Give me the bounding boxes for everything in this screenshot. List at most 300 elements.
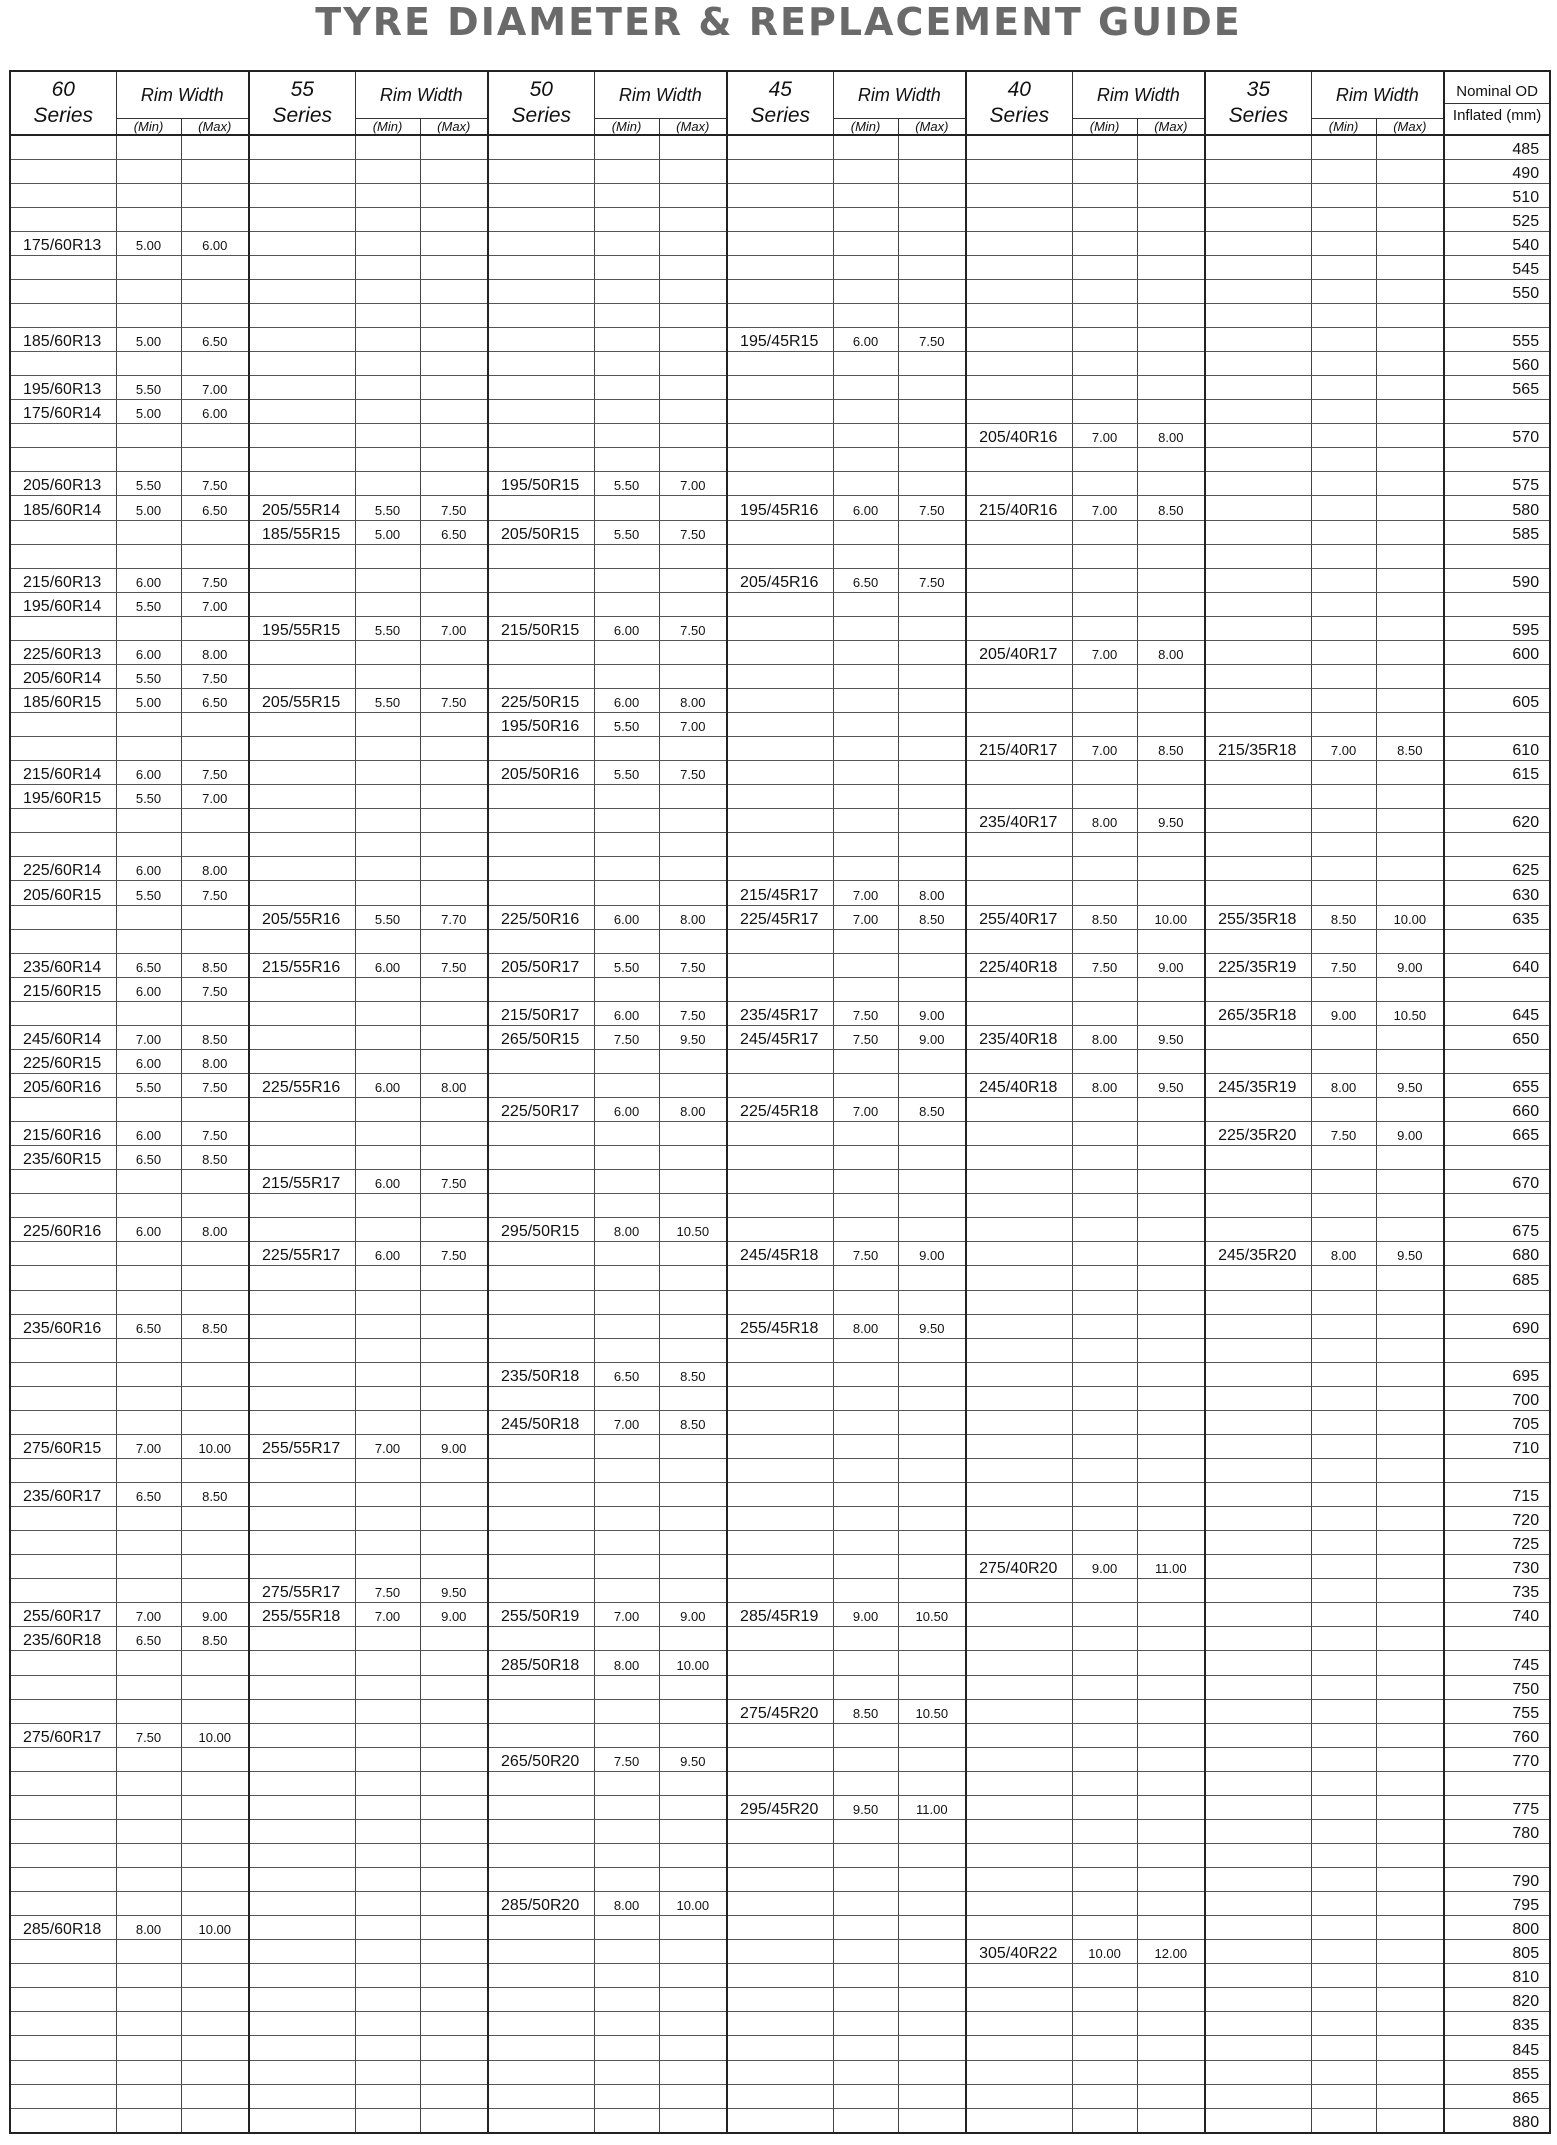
rim-max-cell: 8.50 <box>181 1627 249 1651</box>
rim-min-cell <box>355 833 420 857</box>
rim-min-cell <box>594 279 659 303</box>
rim-max-cell <box>181 1868 249 1892</box>
tyre-size-cell: 215/45R17 <box>727 881 833 905</box>
tyre-size-cell <box>488 833 594 857</box>
rim-max-cell <box>659 279 727 303</box>
rim-min-cell <box>1311 544 1376 568</box>
table-row <box>10 953 1550 977</box>
rim-max-cell <box>1137 1218 1205 1242</box>
tyre-size-cell: 215/60R13 <box>10 568 116 592</box>
nominal-od-cell: 580 <box>1444 496 1550 520</box>
rim-min-cell <box>1311 424 1376 448</box>
rim-max-cell: 7.50 <box>898 568 966 592</box>
rim-max-cell <box>181 1266 249 1290</box>
rim-max-cell: 6.50 <box>181 328 249 352</box>
nominal-od-cell: 740 <box>1444 1603 1550 1627</box>
rim-min-cell <box>594 1771 659 1795</box>
tyre-size-cell <box>10 544 116 568</box>
rim-max-cell <box>420 1699 488 1723</box>
nominal-od-cell <box>1444 1458 1550 1482</box>
rim-min-cell <box>1072 1603 1137 1627</box>
table-row <box>10 1290 1550 1314</box>
tyre-size-cell <box>727 135 833 159</box>
nominal-od-cell: 725 <box>1444 1531 1550 1555</box>
tyre-size-cell <box>966 1603 1072 1627</box>
rim-min-cell <box>594 737 659 761</box>
rim-min-cell <box>1311 616 1376 640</box>
rim-max-cell <box>181 1242 249 1266</box>
tyre-size-cell <box>488 1627 594 1651</box>
rim-max-cell: 10.50 <box>898 1603 966 1627</box>
rim-max-cell <box>181 1410 249 1434</box>
nominal-od-cell: 540 <box>1444 231 1550 255</box>
tyre-size-cell: 205/40R16 <box>966 424 1072 448</box>
rim-min-cell <box>833 1073 898 1097</box>
rim-min-cell <box>1311 1434 1376 1458</box>
rim-max-cell <box>1137 328 1205 352</box>
rim-min-cell <box>1072 1531 1137 1555</box>
rim-max-cell <box>420 448 488 472</box>
rim-max-cell: 7.50 <box>898 328 966 352</box>
rim-min-cell <box>355 231 420 255</box>
tyre-size-cell <box>488 376 594 400</box>
rim-max-cell: 7.50 <box>659 953 727 977</box>
rim-min-cell <box>833 2060 898 2084</box>
rim-min-header: (Min) <box>833 119 898 136</box>
rim-max-cell <box>1376 1603 1444 1627</box>
rim-min-cell: 6.00 <box>116 640 181 664</box>
tyre-size-cell <box>1205 1675 1311 1699</box>
rim-max-cell: 8.50 <box>659 1410 727 1434</box>
rim-min-cell <box>116 1795 181 1819</box>
rim-max-cell <box>659 328 727 352</box>
rim-max-cell <box>1376 1290 1444 1314</box>
tyre-size-cell: 215/60R16 <box>10 1122 116 1146</box>
tyre-size-cell <box>10 1410 116 1434</box>
rim-min-cell: 6.00 <box>594 1098 659 1122</box>
tyre-size-cell <box>966 1122 1072 1146</box>
rim-max-cell <box>898 279 966 303</box>
rim-max-cell <box>181 1170 249 1194</box>
rim-min-cell: 7.00 <box>116 1434 181 1458</box>
rim-max-cell: 7.70 <box>420 905 488 929</box>
rim-min-cell <box>355 664 420 688</box>
tyre-size-cell <box>727 1579 833 1603</box>
rim-min-cell <box>1072 1795 1137 1819</box>
tyre-size-cell <box>966 1747 1072 1771</box>
rim-min-cell <box>833 1194 898 1218</box>
rim-min-cell <box>1311 183 1376 207</box>
rim-max-cell <box>1137 1001 1205 1025</box>
rim-max-cell: 7.00 <box>181 592 249 616</box>
rim-max-cell <box>420 1194 488 1218</box>
tyre-size-cell <box>727 207 833 231</box>
rim-max-cell: 8.00 <box>659 1098 727 1122</box>
tyre-size-cell <box>249 664 355 688</box>
rim-min-cell: 7.50 <box>1311 953 1376 977</box>
rim-min-cell <box>833 183 898 207</box>
tyre-size-cell <box>10 448 116 472</box>
table-row <box>10 1795 1550 1819</box>
rim-min-cell: 7.50 <box>833 1025 898 1049</box>
rim-max-cell <box>181 303 249 327</box>
tyre-size-cell: 245/35R19 <box>1205 1073 1311 1097</box>
tyre-size-cell <box>249 352 355 376</box>
rim-max-cell <box>1137 929 1205 953</box>
rim-max-cell: 7.50 <box>659 520 727 544</box>
rim-min-cell <box>1311 1555 1376 1579</box>
rim-min-cell <box>1311 1723 1376 1747</box>
rim-min-cell <box>594 2060 659 2084</box>
rim-max-cell <box>659 255 727 279</box>
rim-max-cell <box>898 640 966 664</box>
tyre-size-cell <box>10 1194 116 1218</box>
rim-min-cell <box>1072 1218 1137 1242</box>
tyre-size-cell <box>1205 1025 1311 1049</box>
rim-max-cell <box>1376 616 1444 640</box>
rim-max-cell <box>1376 1338 1444 1362</box>
rim-max-cell <box>420 472 488 496</box>
tyre-size-cell <box>10 2084 116 2108</box>
rim-min-cell: 7.00 <box>833 881 898 905</box>
rim-max-cell <box>898 1218 966 1242</box>
rim-min-cell: 9.00 <box>833 1603 898 1627</box>
rim-min-cell <box>1072 1242 1137 1266</box>
table-row <box>10 881 1550 905</box>
tyre-size-cell <box>488 2036 594 2060</box>
rim-max-cell <box>659 640 727 664</box>
rim-max-cell: 9.00 <box>1376 1122 1444 1146</box>
tyre-size-cell: 185/60R13 <box>10 328 116 352</box>
rim-max-cell <box>659 833 727 857</box>
tyre-size-cell <box>249 183 355 207</box>
table-row <box>10 400 1550 424</box>
tyre-size-cell <box>10 1843 116 1867</box>
rim-max-cell <box>1137 1579 1205 1603</box>
table-row <box>10 857 1550 881</box>
tyre-size-cell <box>488 881 594 905</box>
tyre-size-cell <box>727 1988 833 2012</box>
rim-min-cell <box>833 207 898 231</box>
rim-max-cell <box>1376 1170 1444 1194</box>
nominal-od-cell: 715 <box>1444 1483 1550 1507</box>
tyre-size-cell <box>488 2060 594 2084</box>
tyre-size-cell <box>488 496 594 520</box>
rim-min-cell <box>355 737 420 761</box>
rim-max-cell <box>181 1531 249 1555</box>
rim-max-cell <box>1376 1579 1444 1603</box>
tyre-size-cell <box>966 1266 1072 1290</box>
rim-min-cell <box>1311 496 1376 520</box>
tyre-size-cell <box>727 664 833 688</box>
tyre-size-cell <box>727 424 833 448</box>
nominal-od-cell: 710 <box>1444 1434 1550 1458</box>
rim-max-cell <box>898 1146 966 1170</box>
rim-max-cell <box>181 1795 249 1819</box>
rim-max-cell <box>181 1098 249 1122</box>
rim-min-cell <box>833 713 898 737</box>
tyre-size-cell <box>1205 1988 1311 2012</box>
rim-min-cell <box>1072 1723 1137 1747</box>
rim-min-cell <box>355 592 420 616</box>
rim-max-cell <box>659 857 727 881</box>
rim-max-cell <box>898 1868 966 1892</box>
rim-max-cell <box>420 640 488 664</box>
tyre-size-cell <box>727 472 833 496</box>
rim-max-cell: 10.00 <box>181 1723 249 1747</box>
rim-max-cell: 9.00 <box>1376 953 1444 977</box>
tyre-size-cell <box>249 1001 355 1025</box>
rim-min-cell <box>1311 1483 1376 1507</box>
tyre-size-cell <box>1205 159 1311 183</box>
rim-max-cell <box>1376 1868 1444 1892</box>
tyre-size-cell <box>727 1964 833 1988</box>
table-row <box>10 2012 1550 2036</box>
tyre-size-cell: 175/60R14 <box>10 400 116 424</box>
tyre-size-cell <box>488 640 594 664</box>
tyre-size-cell: 225/35R20 <box>1205 1122 1311 1146</box>
rim-max-cell <box>659 592 727 616</box>
tyre-size-cell <box>1205 544 1311 568</box>
nominal-od-cell: 570 <box>1444 424 1550 448</box>
tyre-size-cell: 235/40R17 <box>966 809 1072 833</box>
nominal-od-cell <box>1444 833 1550 857</box>
rim-max-cell <box>1376 352 1444 376</box>
rim-min-cell <box>1311 520 1376 544</box>
rim-min-cell <box>594 1194 659 1218</box>
tyre-size-cell <box>1205 1218 1311 1242</box>
rim-min-cell <box>116 1507 181 1531</box>
table-row <box>10 1483 1550 1507</box>
tyre-size-cell <box>249 448 355 472</box>
rim-min-cell <box>833 2108 898 2133</box>
nominal-od-cell: 625 <box>1444 857 1550 881</box>
rim-min-cell <box>116 1555 181 1579</box>
rim-min-cell <box>833 1892 898 1916</box>
rim-max-cell <box>1137 472 1205 496</box>
tyre-size-cell <box>966 448 1072 472</box>
rim-max-cell <box>1376 761 1444 785</box>
rim-max-cell <box>898 1651 966 1675</box>
series-number: 40 <box>1007 78 1031 101</box>
tyre-size-cell: 255/55R18 <box>249 1603 355 1627</box>
tyre-size-cell <box>966 1627 1072 1651</box>
rim-max-cell <box>181 544 249 568</box>
rim-max-cell <box>181 2084 249 2108</box>
rim-max-cell <box>1137 568 1205 592</box>
tyre-size-cell <box>249 1868 355 1892</box>
rim-max-cell <box>181 1290 249 1314</box>
tyre-size-cell: 195/60R14 <box>10 592 116 616</box>
rim-max-cell <box>659 1266 727 1290</box>
rim-max-cell <box>1376 809 1444 833</box>
nominal-od-cell: 800 <box>1444 1916 1550 1940</box>
rim-min-cell: 7.00 <box>594 1603 659 1627</box>
rim-max-cell: 7.50 <box>420 688 488 712</box>
rim-min-cell <box>1311 1651 1376 1675</box>
rim-max-cell: 7.50 <box>659 1001 727 1025</box>
rim-max-cell <box>659 1868 727 1892</box>
tyre-size-cell <box>10 809 116 833</box>
rim-min-cell <box>833 376 898 400</box>
nominal-od-cell: 610 <box>1444 737 1550 761</box>
rim-max-cell <box>1376 1819 1444 1843</box>
tyre-size-cell <box>249 1194 355 1218</box>
rim-min-cell: 6.00 <box>116 761 181 785</box>
rim-max-cell <box>659 1507 727 1531</box>
tyre-size-cell <box>727 1843 833 1867</box>
nominal-od-cell <box>1444 929 1550 953</box>
rim-min-cell <box>355 1386 420 1410</box>
rim-max-cell <box>181 1747 249 1771</box>
tyre-size-cell <box>727 279 833 303</box>
rim-max-cell: 7.50 <box>420 1170 488 1194</box>
tyre-size-cell: 255/50R19 <box>488 1603 594 1627</box>
rim-max-cell: 8.00 <box>181 640 249 664</box>
rim-min-cell <box>355 785 420 809</box>
rim-max-cell <box>1376 1146 1444 1170</box>
tyre-size-cell <box>488 857 594 881</box>
tyre-size-cell <box>249 207 355 231</box>
nominal-od-cell: 820 <box>1444 1988 1550 2012</box>
rim-min-header: (Min) <box>355 119 420 136</box>
table-row <box>10 1386 1550 1410</box>
rim-min-cell <box>833 737 898 761</box>
rim-min-cell <box>355 1843 420 1867</box>
tyre-size-cell <box>727 1555 833 1579</box>
rim-max-cell <box>898 352 966 376</box>
rim-min-cell <box>116 424 181 448</box>
nominal-od-cell: 635 <box>1444 905 1550 929</box>
rim-min-cell <box>355 1122 420 1146</box>
tyre-size-cell: 195/50R16 <box>488 713 594 737</box>
rim-max-cell <box>1376 929 1444 953</box>
rim-min-cell: 8.00 <box>1311 1242 1376 1266</box>
rim-max-cell <box>898 1723 966 1747</box>
rim-min-cell <box>833 424 898 448</box>
rim-max-cell <box>898 833 966 857</box>
table-row <box>10 1940 1550 1964</box>
rim-max-cell <box>420 1940 488 1964</box>
rim-max-cell <box>420 2036 488 2060</box>
rim-min-cell <box>833 303 898 327</box>
rim-min-cell <box>1072 1266 1137 1290</box>
rim-min-cell <box>116 1098 181 1122</box>
rim-min-cell <box>1311 1266 1376 1290</box>
rim-min-cell <box>1311 1338 1376 1362</box>
rim-min-cell: 7.00 <box>116 1025 181 1049</box>
rim-max-cell <box>1137 785 1205 809</box>
rim-max-cell <box>181 2108 249 2133</box>
nominal-od-cell <box>1444 1049 1550 1073</box>
tyre-size-cell <box>727 1073 833 1097</box>
rim-max-cell <box>898 1266 966 1290</box>
rim-max-cell <box>1376 1627 1444 1651</box>
series-number: 35 <box>1246 78 1270 101</box>
rim-max-cell <box>1137 2012 1205 2036</box>
tyre-size-cell <box>966 664 1072 688</box>
rim-min-cell <box>594 1579 659 1603</box>
rim-max-cell <box>1376 135 1444 159</box>
tyre-size-cell <box>727 1507 833 1531</box>
rim-min-cell <box>1311 159 1376 183</box>
table-row <box>10 1699 1550 1723</box>
rim-max-cell <box>659 929 727 953</box>
rim-min-cell: 7.50 <box>833 1001 898 1025</box>
tyre-size-cell <box>727 857 833 881</box>
table-row <box>10 231 1550 255</box>
nominal-od-cell: 755 <box>1444 1699 1550 1723</box>
tyre-size-cell: 235/60R14 <box>10 953 116 977</box>
tyre-size-cell <box>966 400 1072 424</box>
tyre-size-cell <box>488 255 594 279</box>
rim-max-cell <box>181 1362 249 1386</box>
tyre-size-cell: 205/50R16 <box>488 761 594 785</box>
rim-min-cell <box>1072 448 1137 472</box>
rim-max-cell <box>659 1795 727 1819</box>
table-header <box>10 71 1550 135</box>
tyre-size-cell <box>488 1723 594 1747</box>
rim-min-cell <box>594 1122 659 1146</box>
tyre-size-cell <box>10 183 116 207</box>
rim-max-cell <box>1376 1386 1444 1410</box>
rim-width-header: Rim Width <box>355 71 488 119</box>
tyre-size-cell <box>1205 472 1311 496</box>
rim-min-cell <box>833 616 898 640</box>
rim-min-cell: 5.00 <box>116 496 181 520</box>
rim-min-cell <box>833 2084 898 2108</box>
tyre-size-cell <box>249 881 355 905</box>
rim-min-cell <box>116 135 181 159</box>
rim-min-cell: 5.50 <box>116 785 181 809</box>
rim-max-cell <box>1376 1555 1444 1579</box>
rim-max-cell: 10.00 <box>1137 905 1205 929</box>
rim-min-cell <box>833 1627 898 1651</box>
table-row <box>10 1434 1550 1458</box>
rim-max-cell <box>1376 2012 1444 2036</box>
rim-max-cell <box>1137 592 1205 616</box>
rim-min-cell <box>1072 1458 1137 1482</box>
rim-min-cell <box>1072 2012 1137 2036</box>
rim-max-cell <box>1137 1170 1205 1194</box>
rim-min-cell <box>833 1483 898 1507</box>
rim-min-cell <box>1072 1194 1137 1218</box>
tyre-size-cell <box>249 592 355 616</box>
rim-max-cell <box>181 1940 249 1964</box>
rim-min-cell <box>355 809 420 833</box>
rim-min-cell: 7.50 <box>355 1579 420 1603</box>
rim-min-cell <box>355 1458 420 1482</box>
rim-min-cell: 6.50 <box>116 1314 181 1338</box>
tyre-size-cell <box>10 1819 116 1843</box>
rim-min-cell <box>594 785 659 809</box>
rim-min-cell <box>1072 472 1137 496</box>
rim-min-cell <box>1072 713 1137 737</box>
rim-min-cell <box>355 1771 420 1795</box>
rim-max-cell <box>898 1843 966 1867</box>
rim-min-cell <box>355 1194 420 1218</box>
rim-max-cell: 8.50 <box>1137 496 1205 520</box>
rim-max-cell <box>181 1458 249 1482</box>
rim-min-cell <box>1072 1507 1137 1531</box>
rim-max-cell <box>898 135 966 159</box>
rim-max-header: (Max) <box>420 119 488 136</box>
table-row <box>10 664 1550 688</box>
rim-min-cell <box>594 1170 659 1194</box>
tyre-size-cell <box>249 1507 355 1531</box>
rim-min-cell <box>355 1146 420 1170</box>
tyre-size-cell: 195/60R13 <box>10 376 116 400</box>
